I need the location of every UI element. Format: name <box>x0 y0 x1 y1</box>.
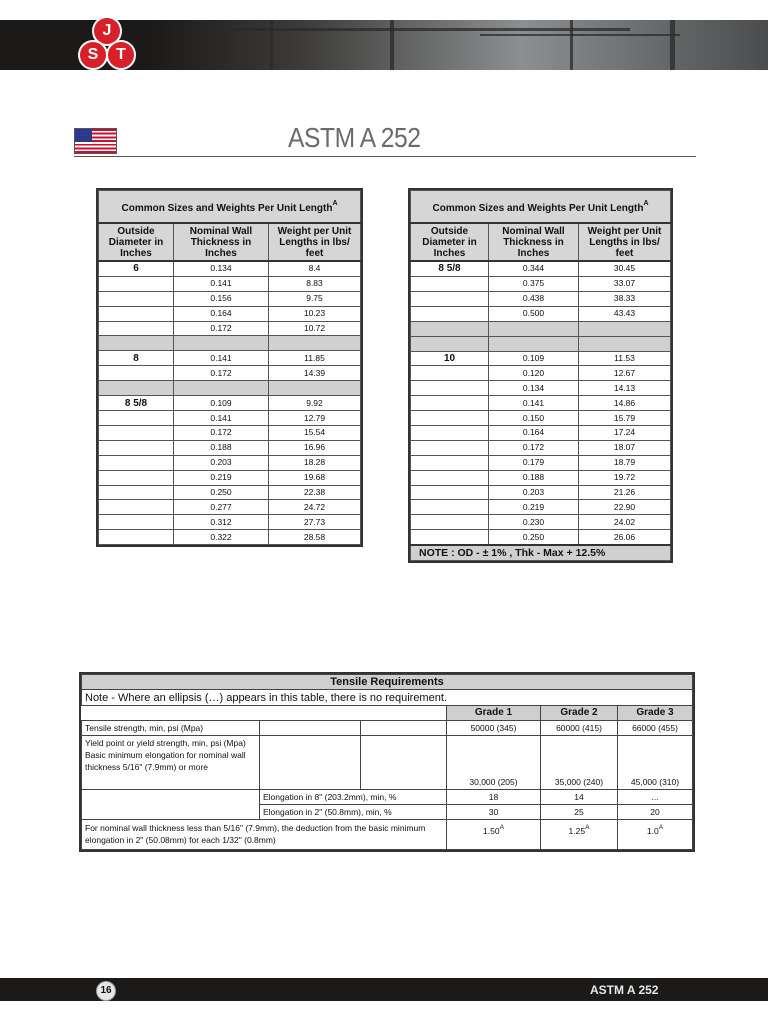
table-row <box>411 530 671 545</box>
header-wall-thickness: Nominal Wall Thickness in Inches <box>174 223 269 261</box>
wall-thickness-cell: 0.120 <box>489 366 579 381</box>
weight-cell: 38.33 <box>579 291 671 306</box>
table-row <box>99 500 361 515</box>
table-row <box>411 440 671 455</box>
weight-cell: 8.83 <box>269 276 361 291</box>
wall-thickness-cell: 0.188 <box>489 470 579 485</box>
wall-thickness-cell: 0.134 <box>489 381 579 396</box>
table-row <box>99 530 361 545</box>
od-cell <box>99 306 174 321</box>
od-cell <box>411 321 489 336</box>
table-row <box>99 366 361 381</box>
od-cell <box>411 396 489 411</box>
wall-thickness-cell: 0.164 <box>489 426 579 441</box>
wall-thickness-cell: 0.203 <box>489 485 579 500</box>
weight-cell: 12.67 <box>579 366 671 381</box>
weight-cell: 8.4 <box>269 261 361 276</box>
wall-thickness-cell <box>174 336 269 351</box>
weight-cell: 18.28 <box>269 455 361 470</box>
od-cell <box>99 515 174 530</box>
table-row <box>411 500 671 515</box>
table-row <box>99 440 361 455</box>
us-flag-icon <box>74 128 117 154</box>
tensile-strength-grade-3: 66000 (455) <box>618 721 693 736</box>
table-row <box>99 411 361 426</box>
weight-cell <box>579 336 671 351</box>
od-cell <box>411 515 489 530</box>
od-cell <box>411 381 489 396</box>
weight-cell: 33.07 <box>579 276 671 291</box>
wall-thickness-cell: 0.179 <box>489 455 579 470</box>
od-cell <box>99 485 174 500</box>
yield-point-grade-3: 45,000 (310) <box>618 736 693 790</box>
od-cell <box>99 381 174 396</box>
od-cell <box>411 426 489 441</box>
weight-cell: 18.07 <box>579 440 671 455</box>
elongation-2-label: Elongation in 2" (50.8mm), min, % <box>260 805 447 820</box>
table-row <box>411 411 671 426</box>
table-row <box>99 336 361 351</box>
wall-thickness-cell: 0.219 <box>489 500 579 515</box>
wall-thickness-cell: 0.375 <box>489 276 579 291</box>
footer-title: ASTM A 252 <box>590 983 659 997</box>
wall-thickness-cell: 0.250 <box>174 485 269 500</box>
od-cell: 6 <box>99 261 174 276</box>
wall-thickness-cell: 0.172 <box>174 366 269 381</box>
tolerance-note: NOTE : OD - ± 1% , Thk - Max + 12.5% <box>411 545 671 560</box>
od-cell <box>99 276 174 291</box>
deduction-label: For nominal wall thickness less than 5/16" (7.9mm), the deduction from the basic minimum elongation in 2" (50.08mm) for each 1/32" (0.8mm) <box>82 820 447 850</box>
table-row <box>99 455 361 470</box>
wall-thickness-cell: 0.203 <box>174 455 269 470</box>
od-cell: 8 5/8 <box>411 261 489 276</box>
logo-letter-s: S <box>78 40 108 70</box>
title-divider <box>74 156 696 157</box>
header-wall-thickness: Nominal Wall Thickness in Inches <box>489 223 579 261</box>
company-logo <box>76 20 136 72</box>
wall-thickness-cell <box>489 336 579 351</box>
page-title: ASTM A 252 <box>288 122 421 153</box>
weight-cell: 15.54 <box>269 426 361 441</box>
weight-cell: 18.79 <box>579 455 671 470</box>
wall-thickness-cell: 0.344 <box>489 261 579 276</box>
weight-cell <box>269 381 361 396</box>
table-row <box>411 396 671 411</box>
od-cell <box>411 530 489 545</box>
wall-thickness-cell: 0.438 <box>489 291 579 306</box>
wall-thickness-cell <box>489 321 579 336</box>
weight-cell: 12.79 <box>269 411 361 426</box>
od-cell <box>411 470 489 485</box>
wall-thickness-cell: 0.312 <box>174 515 269 530</box>
elongation-8-label: Elongation in 8" (203.2mm), min, % <box>260 790 447 805</box>
table-row <box>411 470 671 485</box>
weight-cell: 43.43 <box>579 306 671 321</box>
grade-header-blank <box>82 706 447 721</box>
od-cell <box>99 366 174 381</box>
weight-cell: 22.38 <box>269 485 361 500</box>
weight-cell: 11.53 <box>579 351 671 366</box>
header-outside-diameter: Outside Diameter in Inches <box>99 223 174 261</box>
table-caption: Common Sizes and Weights Per Unit Length$^A$ <box>99 191 361 224</box>
weight-cell: 10.72 <box>269 321 361 336</box>
table-row <box>99 381 361 396</box>
wall-thickness-cell: 0.164 <box>174 306 269 321</box>
sizes-table-left <box>96 188 363 547</box>
od-cell <box>99 455 174 470</box>
elongation-8-grade-1: 18 <box>447 790 541 805</box>
od-cell <box>99 530 174 545</box>
deduction-grade-3: $1.0^A$ <box>618 820 693 850</box>
od-cell <box>99 470 174 485</box>
table-row <box>411 515 671 530</box>
logo-letter-t: T <box>106 40 136 70</box>
od-cell <box>411 276 489 291</box>
wall-thickness-cell <box>174 381 269 396</box>
od-cell <box>411 366 489 381</box>
wall-thickness-cell: 0.172 <box>174 321 269 336</box>
tensile-strength-grade-2: 60000 (415) <box>541 721 618 736</box>
wall-thickness-cell: 0.172 <box>174 426 269 441</box>
deduction-grade-1: $1.50^A$ <box>447 820 541 850</box>
weight-cell: 19.72 <box>579 470 671 485</box>
table-row <box>411 261 671 276</box>
flag-canton <box>75 129 92 142</box>
table-row <box>99 396 361 411</box>
table-row <box>411 306 671 321</box>
od-cell: 10 <box>411 351 489 366</box>
elongation-2-grade-2: 25 <box>541 805 618 820</box>
table-row <box>99 470 361 485</box>
od-cell <box>411 455 489 470</box>
table-row <box>99 261 361 276</box>
wall-thickness-cell: 0.322 <box>174 530 269 545</box>
table-row <box>411 336 671 351</box>
wall-thickness-cell: 0.156 <box>174 291 269 306</box>
od-cell: 8 5/8 <box>99 396 174 411</box>
header-outside-diameter: Outside Diameter in Inches <box>411 223 489 261</box>
table-row <box>411 351 671 366</box>
od-cell <box>99 411 174 426</box>
table-row <box>411 455 671 470</box>
yield-point-label: Yield point or yield strength, min, psi (Mpa) Basic minimum elongation for nominal wall thickness 5/16" (7.9mm) or more <box>82 736 260 790</box>
tensile-requirements-table <box>79 672 695 852</box>
tensile-note: Note - Where an ellipsis (…) appears in this table, there is no requirement. <box>82 690 693 706</box>
header-weight: Weight per Unit Lengths in lbs/ feet <box>579 223 671 261</box>
weight-cell: 14.13 <box>579 381 671 396</box>
wall-thickness-cell: 0.250 <box>489 530 579 545</box>
wall-thickness-cell: 0.109 <box>174 396 269 411</box>
od-cell <box>99 500 174 515</box>
wall-thickness-cell: 0.134 <box>174 261 269 276</box>
weight-cell: 24.02 <box>579 515 671 530</box>
weight-cell: 9.92 <box>269 396 361 411</box>
weight-cell: 26.06 <box>579 530 671 545</box>
yield-point-grade-1: 30,000 (205) <box>447 736 541 790</box>
od-cell <box>99 291 174 306</box>
od-cell <box>411 291 489 306</box>
wall-thickness-cell: 0.277 <box>174 500 269 515</box>
weight-cell: 22.90 <box>579 500 671 515</box>
wall-thickness-cell: 0.109 <box>489 351 579 366</box>
table-row <box>411 381 671 396</box>
wall-thickness-cell: 0.219 <box>174 470 269 485</box>
sizes-table-right <box>408 188 673 563</box>
tensile-strength-grade-1: 50000 (345) <box>447 721 541 736</box>
od-cell <box>411 306 489 321</box>
grade-2-header: Grade 2 <box>541 706 618 721</box>
weight-cell: 30.45 <box>579 261 671 276</box>
grade-1-header: Grade 1 <box>447 706 541 721</box>
table-row <box>411 291 671 306</box>
od-cell <box>411 440 489 455</box>
elongation-2-grade-3: 20 <box>618 805 693 820</box>
banner-photo <box>150 20 768 70</box>
table-row <box>99 291 361 306</box>
logo-letter-j: J <box>92 16 122 46</box>
table-row <box>99 321 361 336</box>
weight-cell <box>579 321 671 336</box>
wall-thickness-cell: 0.141 <box>489 396 579 411</box>
od-cell <box>411 485 489 500</box>
weight-cell <box>269 336 361 351</box>
wall-thickness-cell: 0.230 <box>489 515 579 530</box>
table-row <box>99 426 361 441</box>
wall-thickness-cell: 0.141 <box>174 411 269 426</box>
table-row <box>411 426 671 441</box>
weight-cell: 24.72 <box>269 500 361 515</box>
elongation-8-grade-3: ... <box>618 790 693 805</box>
elongation-8-grade-2: 14 <box>541 790 618 805</box>
weight-cell: 15.79 <box>579 411 671 426</box>
od-cell <box>411 411 489 426</box>
page-number: 16 <box>96 981 116 1001</box>
weight-cell: 19.68 <box>269 470 361 485</box>
od-cell <box>99 321 174 336</box>
wall-thickness-cell: 0.141 <box>174 276 269 291</box>
wall-thickness-cell: 0.188 <box>174 440 269 455</box>
header-weight: Weight per Unit Lengths in lbs/ feet <box>269 223 361 261</box>
table-row <box>411 485 671 500</box>
wall-thickness-cell: 0.172 <box>489 440 579 455</box>
table-row <box>411 276 671 291</box>
od-cell <box>411 500 489 515</box>
table-row <box>99 306 361 321</box>
weight-cell: 10.23 <box>269 306 361 321</box>
table-row <box>99 276 361 291</box>
weight-cell: 9.75 <box>269 291 361 306</box>
tensile-strength-label: Tensile strength, min, psi (Mpa) <box>82 721 260 736</box>
od-cell <box>411 336 489 351</box>
table-row <box>99 515 361 530</box>
deduction-grade-2: $1.25^A$ <box>541 820 618 850</box>
table-caption: Common Sizes and Weights Per Unit Length$^A$ <box>411 191 671 224</box>
od-cell <box>99 440 174 455</box>
table-row <box>411 321 671 336</box>
yield-point-grade-2: 35,000 (240) <box>541 736 618 790</box>
weight-cell: 11.85 <box>269 351 361 366</box>
weight-cell: 14.86 <box>579 396 671 411</box>
table-row <box>99 351 361 366</box>
wall-thickness-cell: 0.150 <box>489 411 579 426</box>
elongation-2-grade-1: 30 <box>447 805 541 820</box>
od-cell <box>99 426 174 441</box>
weight-cell: 17.24 <box>579 426 671 441</box>
wall-thickness-cell: 0.141 <box>174 351 269 366</box>
od-cell <box>99 336 174 351</box>
weight-cell: 16.96 <box>269 440 361 455</box>
tensile-title: Tensile Requirements <box>82 675 693 690</box>
weight-cell: 21.26 <box>579 485 671 500</box>
table-row <box>99 485 361 500</box>
od-cell: 8 <box>99 351 174 366</box>
weight-cell: 28.58 <box>269 530 361 545</box>
weight-cell: 14.39 <box>269 366 361 381</box>
grade-3-header: Grade 3 <box>618 706 693 721</box>
weight-cell: 27.73 <box>269 515 361 530</box>
table-row <box>411 366 671 381</box>
wall-thickness-cell: 0.500 <box>489 306 579 321</box>
